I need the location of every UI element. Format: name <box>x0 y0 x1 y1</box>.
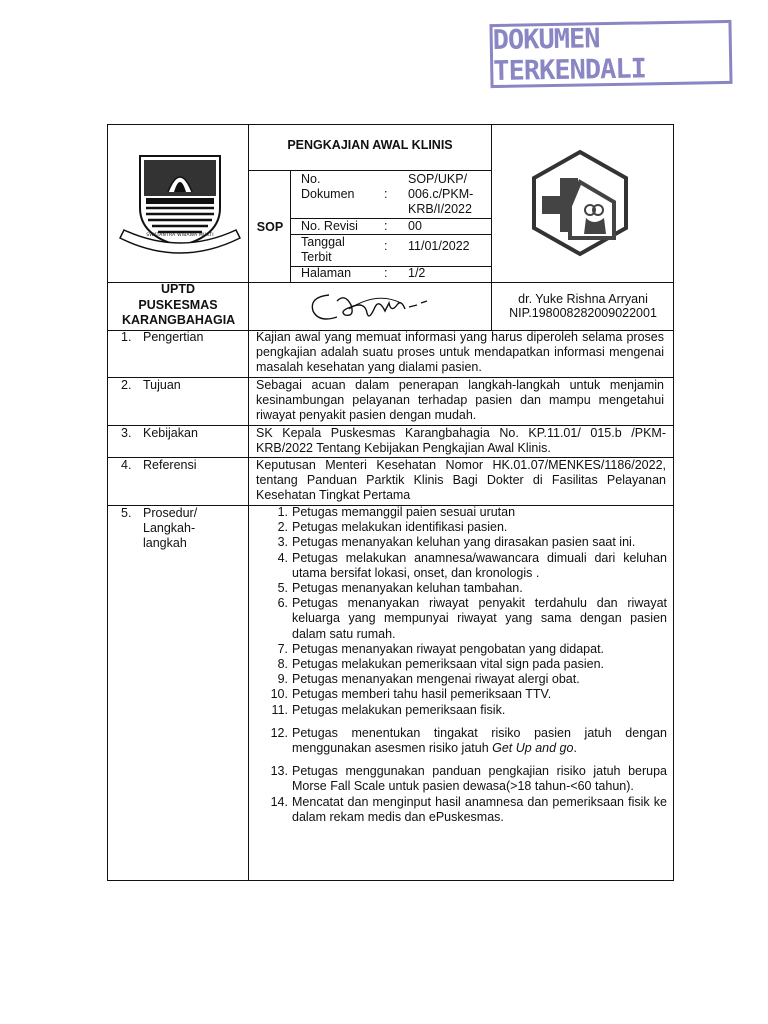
section-label-kebijakan: Kebijakan <box>143 426 198 440</box>
logo-motto: SWATANTRA WIBAWA MUKTI <box>146 233 214 238</box>
meta-value-no-revisi: 00 <box>408 219 422 233</box>
section-label-referensi: Referensi <box>143 458 197 472</box>
procedure-step-number: 11. <box>271 702 288 717</box>
section-label-pengertian: Pengertian <box>143 330 204 344</box>
procedure-step-number: 8. <box>277 657 288 672</box>
divider <box>248 124 249 881</box>
meta-sep: : <box>384 219 388 233</box>
section-number: 4. <box>121 458 132 472</box>
procedure-step-text: Petugas menanyakan keluhan yang dirasakan pasien saat ini. <box>292 535 636 550</box>
procedure-step <box>260 795 667 825</box>
procedure-step-text: Petugas menanyakan keluhan tambahan. <box>292 581 523 596</box>
procedure-step-emphasis: Get Up and go <box>492 741 574 756</box>
section-number: 2. <box>121 378 132 392</box>
procedure-step-number: 6. <box>277 596 288 611</box>
meta-label-no-dokumen: No. Dokumen <box>301 172 355 201</box>
section-number: 5. <box>121 506 132 520</box>
meta-label-halaman: Halaman <box>301 266 352 280</box>
procedure-step-text: Petugas melakukan pemeriksaan fisik. <box>292 702 506 717</box>
signatory-nip: NIP.198008282009022001 <box>509 306 657 320</box>
procedure-step-text: Petugas memanggil paien sesuai urutan <box>292 505 516 519</box>
meta-sep: : <box>384 187 388 201</box>
meta-label-no-revisi: No. Revisi <box>301 219 358 233</box>
procedure-step-number: 10. <box>270 687 288 702</box>
procedure-step-number: 14. <box>270 794 288 809</box>
procedure-step <box>260 642 667 657</box>
section-text-pengertian: Kajian awal yang memuat informasi yang harus diperoleh selama proses pengkajian adalah suatu proses untuk mendapatkan informasi mengenai masalah kesehatan yang dialami pasien. <box>256 330 664 374</box>
procedure-step-number: 4. <box>277 550 288 565</box>
controlled-document-stamp: DOKUMEN TERKENDALI <box>489 20 732 88</box>
document-title: PENGKAJIAN AWAL KLINIS <box>287 138 453 152</box>
procedure-step-number: 3. <box>277 535 288 550</box>
procedure-step-number: 5. <box>277 581 288 596</box>
procedure-step <box>260 505 667 520</box>
section-label-prosedur: Prosedur/ Langkah- langkah <box>143 506 198 550</box>
procedure-step-text: Petugas melakukan pemeriksaan vital sign pada pasien. <box>292 657 604 672</box>
meta-label-tanggal-terbit: Tanggal Terbit <box>301 235 345 264</box>
puskesmas-logo <box>526 148 634 258</box>
procedure-step-text: Petugas menanyakan riwayat penyakit terdahulu dan riwayat keluarga yang mempunyai riwayat yang sama dengan pasien dalam satu rumah. <box>292 596 667 641</box>
procedure-step <box>260 581 667 596</box>
procedure-step-text: Petugas melakukan identifikasi pasien. <box>292 520 508 535</box>
procedure-step-number: 7. <box>277 641 288 656</box>
section-text-tujuan: Sebagai acuan dalam penerapan langkah-langkah untuk menjamin kesinambungan pelayanan terhadap pasien dan mampu mengetahui riwayat penyakit pasien dengan mudah. <box>256 378 664 422</box>
procedure-step <box>260 551 667 581</box>
procedure-step <box>260 535 667 550</box>
section-text-referensi: Keputusan Menteri Kesehatan Nomor HK.01.07/MENKES/1186/2022, tentang Panduan Parktik Klinis Bagi Dokter di Fasilitas Pelayanan Kesehatan Tingkat Pertama <box>256 458 666 502</box>
section-number: 3. <box>121 426 132 440</box>
procedure-step-text: Mencatat dan menginput hasil anamnesa dan pemeriksaan fisik ke dalam rekam medis dan ePuskesmas. <box>292 794 667 824</box>
procedure-step <box>260 657 667 672</box>
meta-value-no-dokumen: SOP/UKP/ 006.c/PKM-KRB/I/2022 <box>408 172 474 216</box>
procedure-step-number: 13. <box>270 764 288 779</box>
organization-name: UPTD PUSKESMAS KARANGBAHAGIA <box>122 282 236 327</box>
procedure-step <box>260 596 667 642</box>
section-label-tujuan: Tujuan <box>143 378 181 392</box>
procedure-step-number: 2. <box>277 520 288 535</box>
meta-value-tanggal-terbit: 11/01/2022 <box>408 239 470 253</box>
procedure-step-number: 1. <box>277 505 288 519</box>
section-number: 1. <box>121 330 132 344</box>
procedure-step-text: Petugas melakukan anamnesa/wawancara dimuali dari keluhan utama bersifat lokasi, onset, dan kronologis . <box>292 550 667 580</box>
meta-value-halaman: 1/2 <box>408 266 426 280</box>
procedure-step-text: Petugas menanyakan mengenai riwayat alergi obat. <box>292 672 580 687</box>
divider <box>248 170 492 171</box>
meta-sep: : <box>384 239 388 253</box>
procedure-list <box>260 505 667 825</box>
procedure-step-text: Petugas menanyakan riwayat pengobatan yang didapat. <box>292 641 605 656</box>
sop-label: SOP <box>256 220 284 234</box>
procedure-step <box>260 672 667 687</box>
procedure-step-tail: . <box>573 741 577 756</box>
procedure-step <box>260 687 667 702</box>
procedure-step <box>260 703 667 718</box>
signature <box>305 287 445 329</box>
section-text-kebijakan: SK Kepala Puskesmas Karangbahagia No. KP.11.01/ 015.b /PKM-KRB/2022 Tentang Kebijakan Pengkajian Awal Klinis. <box>256 426 666 455</box>
procedure-step <box>260 726 667 756</box>
procedure-step-text: Petugas menggunakan panduan pengkajian risiko jatuh berupa Morse Fall Scale untuk pasien dewasa(>18 tahun-<60 tahun). <box>292 764 667 794</box>
procedure-step-number: 12. <box>270 725 288 740</box>
procedure-step-text: Petugas memberi tahu hasil pemeriksaan TTV. <box>292 687 552 702</box>
regional-logo <box>118 150 242 256</box>
signatory-name: dr. Yuke Rishna Arryani <box>518 292 648 306</box>
procedure-step-number: 9. <box>277 672 288 687</box>
procedure-step-text: Petugas menentukan tingakat risiko pasien jatuh dengan menggunakan asesmen risiko jatuh <box>292 725 667 756</box>
procedure-step <box>260 764 667 794</box>
procedure-step <box>260 520 667 535</box>
meta-sep: : <box>384 266 388 280</box>
